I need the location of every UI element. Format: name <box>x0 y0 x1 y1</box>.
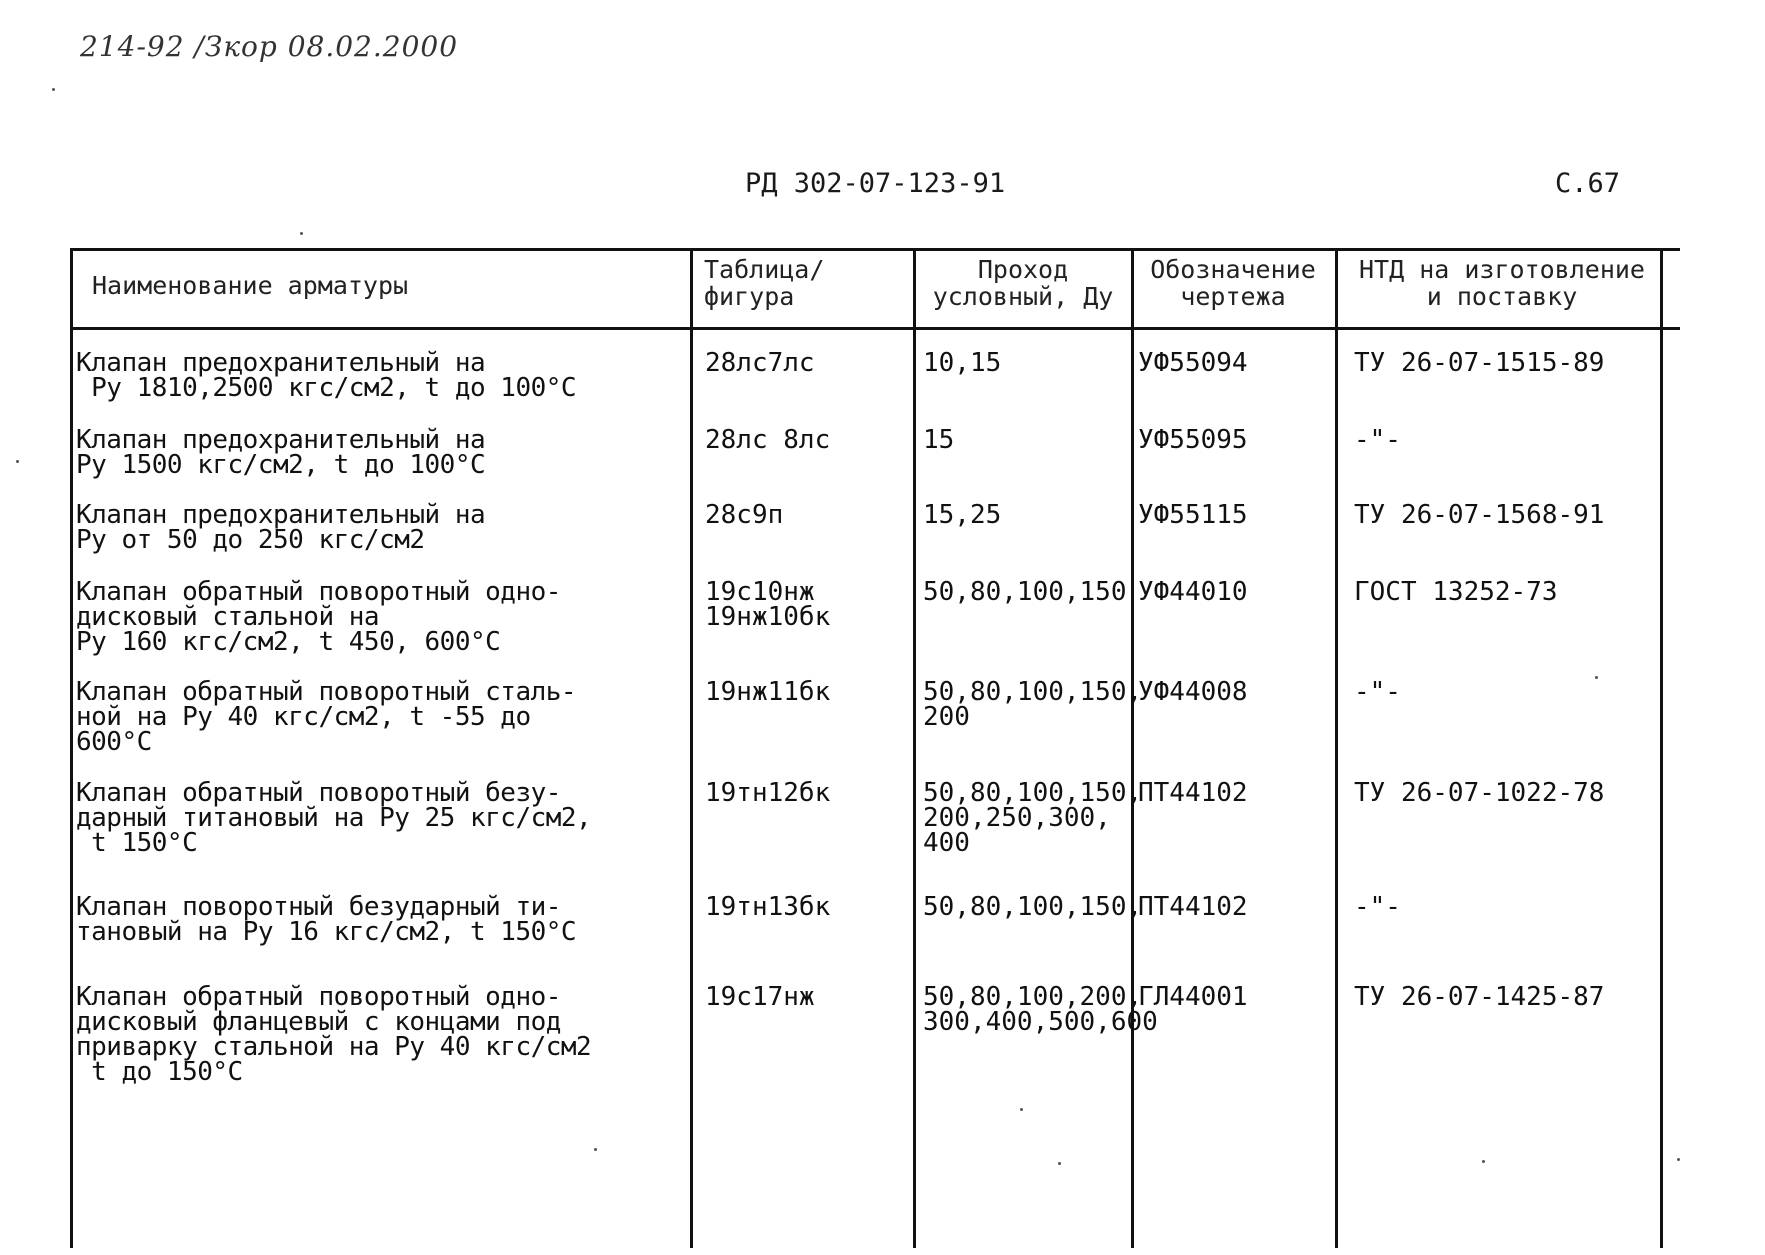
row-5-figure: 19нж11бк <box>705 677 831 707</box>
row-8-figure: 19с17нж <box>705 982 815 1012</box>
row-4-name: Клапан обратный поворотный одно- дисковый стальной на Ру 160 кгс/см2, t 450, 600°С <box>76 577 561 657</box>
page-number: С.67 <box>1555 168 1621 199</box>
row-1-drawing: УФ55094 <box>1138 348 1248 378</box>
valves-table <box>70 248 1680 1248</box>
row-1-figure: 28лс7лс <box>705 348 815 378</box>
row-4-drawing: УФ44010 <box>1138 577 1248 607</box>
table-top-border <box>70 248 1680 251</box>
scan-speck <box>1677 1158 1680 1161</box>
row-2-ntd: -"- <box>1354 425 1401 455</box>
row-7-ntd: -"- <box>1354 892 1401 922</box>
column-divider <box>690 248 693 1248</box>
scan-speck <box>300 232 303 235</box>
scan-speck <box>1058 1162 1061 1165</box>
header-bottom-border <box>70 327 1680 330</box>
row-6-dn: 50,80,100,150, 200,250,300, 400 <box>923 778 1143 858</box>
column-header-drawing: Обозначение чертежа <box>1150 255 1316 311</box>
row-8-drawing: ГЛ44001 <box>1138 982 1248 1012</box>
row-8-name: Клапан обратный поворотный одно- дисковый фланцевый с концами под приварку стальной на Ру 40 кгс/см2 t до 150°С <box>76 982 592 1087</box>
column-divider <box>1131 248 1134 1248</box>
handwritten-note: 214-92 /Зкор 08.02.2000 <box>80 30 459 63</box>
scan-speck <box>52 88 55 91</box>
row-2-drawing: УФ55095 <box>1138 425 1248 455</box>
row-3-ntd: ТУ 26-07-1568-91 <box>1354 500 1605 530</box>
row-7-name: Клапан поворотный безударный ти- тановый на Ру 16 кгс/см2, t 150°С <box>76 892 577 947</box>
row-5-dn: 50,80,100,150, 200 <box>923 677 1143 732</box>
row-5-drawing: УФ44008 <box>1138 677 1248 707</box>
row-4-figure: 19с10нж 19нж10бк <box>705 577 831 632</box>
row-7-dn: 50,80,100,150, <box>923 892 1143 922</box>
column-header-figure: Таблица/ фигура <box>704 255 825 311</box>
row-7-drawing: ПТ44102 <box>1138 892 1248 922</box>
row-6-figure: 19тн12бк <box>705 778 831 808</box>
row-3-name: Клапан предохранительный на Ру от 50 до 250 кгс/см2 <box>76 500 486 555</box>
row-8-dn: 50,80,100,200, 300,400,500,600 <box>923 982 1158 1037</box>
row-4-dn: 50,80,100,150 <box>923 577 1127 607</box>
row-7-figure: 19тн13бк <box>705 892 831 922</box>
scan-speck <box>1482 1160 1485 1163</box>
row-1-ntd: ТУ 26-07-1515-89 <box>1354 348 1605 378</box>
column-header-dn: Проход условный, Ду <box>932 255 1114 311</box>
row-4-ntd: ГОСТ 13252-73 <box>1354 577 1558 607</box>
row-2-dn: 15 <box>923 425 955 455</box>
row-6-name: Клапан обратный поворотный безу- дарный титановый на Ру 25 кгс/см2, t 150°С <box>76 778 592 858</box>
scan-speck <box>594 1148 597 1151</box>
row-2-name: Клапан предохранительный на Ру 1500 кгс/см2, t до 100°С <box>76 425 486 480</box>
row-3-dn: 15,25 <box>923 500 1002 530</box>
column-divider <box>70 248 73 1248</box>
column-divider <box>1660 248 1663 1248</box>
scan-speck <box>16 460 19 463</box>
row-6-ntd: ТУ 26-07-1022-78 <box>1354 778 1605 808</box>
row-1-name: Клапан предохранительный на Ру 1810,2500 кгс/см2, t до 100°С <box>76 348 577 403</box>
row-3-drawing: УФ55115 <box>1138 500 1248 530</box>
column-header-name: Наименование арматуры <box>92 271 409 300</box>
row-6-drawing: ПТ44102 <box>1138 778 1248 808</box>
column-divider <box>1335 248 1338 1248</box>
row-3-figure: 28с9п <box>705 500 784 530</box>
document-code: РД 302-07-123-91 <box>745 168 1006 199</box>
scan-speck <box>1595 676 1598 679</box>
column-header-ntd: НТД на изготовление и поставку <box>1359 255 1645 311</box>
row-5-ntd: -"- <box>1354 677 1401 707</box>
scan-speck <box>1020 1108 1023 1111</box>
row-8-ntd: ТУ 26-07-1425-87 <box>1354 982 1605 1012</box>
row-2-figure: 28лс 8лс <box>705 425 831 455</box>
row-1-dn: 10,15 <box>923 348 1002 378</box>
column-divider <box>913 248 916 1248</box>
row-5-name: Клапан обратный поворотный сталь- ной на Ру 40 кгс/см2, t -55 до 600°С <box>76 677 577 757</box>
